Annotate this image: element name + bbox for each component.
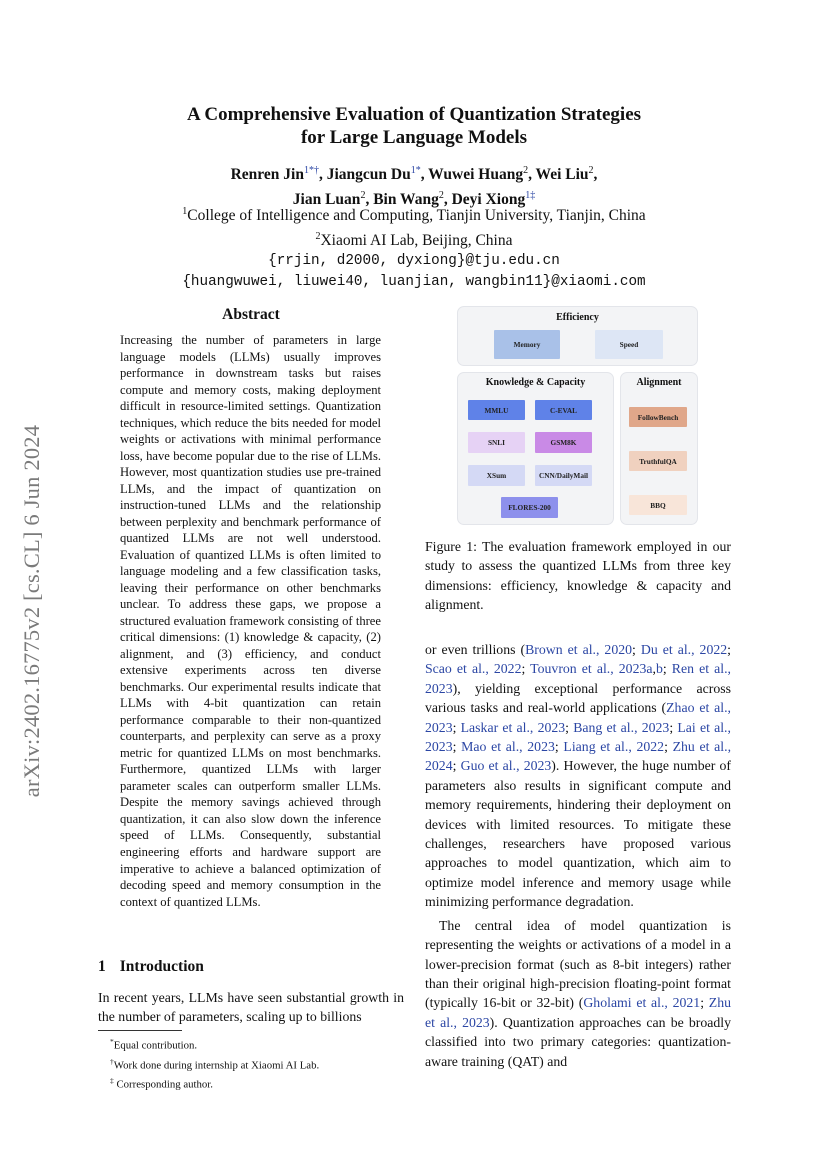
author-mark: 2 <box>360 190 366 202</box>
author-mark: 2 <box>523 165 529 176</box>
citation-link[interactable]: Gholami et al., 2021 <box>583 995 701 1011</box>
citation-link[interactable]: Ren et al., 2023 <box>425 661 731 696</box>
footnote-mark: † <box>110 1056 114 1066</box>
citation-link[interactable]: Guo et al., 2023 <box>460 758 552 774</box>
section-title: Introduction <box>119 958 204 975</box>
text-run: , <box>652 661 656 677</box>
citation-link[interactable]: Liang et al., 2022 <box>563 739 665 755</box>
abstract-body: Increasing the number of parameters in large language models (LLMs) usually improves performance in downstream tasks but raises compute and memory costs, making deployment difficult in resource-limited settings. Quantization techniques, which reduce the bits needed for model weights or activations with minimal performance loss, have become popular due to the rise of LLMs. However, most quantization studies use pre-trained LLMs, and the impact of quantization on instruction-tuned LLMs and the relationship between perplexity and benchmark performance of quantized LLMs are not well understood. Evaluation of quantized LLMs is often limited to language modeling and a few classification tasks, leaving their performance on other benchmarks unclear. To address these gaps, we propose a structured evaluation framework consisting of three critical dimensions: (1) knowledge & capacity, (2) alignment, and (3) efficiency, and conduct extensive experiments across ten diverse benchmarks. Our experimental results indicate that LLMs with 4-bit quantization can retain performance comparable to their non-quantized counterparts, and perplexity can serve as a proxy metric for quantized LLMs on most benchmarks. Furthermore, quantized LLMs with larger parameter scales can outperform smaller LLMs. Despite the memory savings achieved through quantization, it can also slow down the inference speed of LLMs. Consequently, substantial engineering efforts and hardware support are imperative to achieve a balanced optimization of decoding speed and memory consumption in the context of quantized LLMs. <box>120 333 381 909</box>
paragraph-2 <box>425 916 731 1071</box>
knowledge-capacity-title: Knowledge & Capacity <box>485 377 586 388</box>
footnote-text: Corresponding author. <box>113 1078 214 1091</box>
alignment-title: Alignment <box>636 377 682 388</box>
footnote-item <box>110 1054 319 1074</box>
author-mark: 1* <box>410 165 421 176</box>
footnote-item <box>110 1073 319 1093</box>
citation-link[interactable]: Brown et al., 2020 <box>525 642 633 657</box>
intro-paragraph: In recent years, LLMs have seen substantial growth in the number of parameters, scaling up to billions <box>98 990 404 1025</box>
author-name: Jian Luan <box>292 191 361 209</box>
footnote-mark: ‡ <box>110 1076 114 1086</box>
flores-200-box: FLORES-200 <box>501 497 558 518</box>
ceval-box: C-EVAL <box>535 400 592 420</box>
mmlu-box: MMLU <box>468 400 525 420</box>
knowledge-capacity-panel <box>457 372 614 525</box>
speed-box: Speed <box>595 330 663 359</box>
citation-link[interactable]: Lai et al., 2023 <box>425 719 731 755</box>
title-line-2: for Large Language Models <box>300 127 528 148</box>
citation-link[interactable]: Laskar et al., 2023 <box>460 719 566 735</box>
arxiv-id-text: arXiv:2402.16775v2 [cs.CL] 6 Jun 2024 <box>19 424 44 797</box>
xsum-box: XSum <box>468 465 525 486</box>
text-run: ; <box>452 719 461 735</box>
paragraph-1 <box>425 640 731 912</box>
gsm8k-box: GSM8K <box>535 432 592 453</box>
text-run: ; <box>700 995 709 1011</box>
citation-link[interactable]: Zhu et al., 2023 <box>425 995 731 1030</box>
author-name: , Wei Liu <box>528 166 589 184</box>
footnote-item <box>110 1034 319 1054</box>
title-line-1: A Comprehensive Evaluation of Quantization Strategies <box>186 104 642 125</box>
text-run: ). However, the huge number of parameters also results in significant compute and memory requirements, hindering their deployment on devices with limited resources. To mitigate these challenges, researchers have proposed various approaches to model quantization, which aim to optimize model inference and memory usage while minimizing performance degradation. <box>425 758 731 910</box>
text-run: The central idea of model quantization is representing the weights or activations of a model in a lower-precision format (such as 8-bit integers) rather than their original high-precision floating-point format (typically 16-bit or 32-bit) ( <box>425 917 731 1011</box>
author-name: , Wuwei Huang <box>420 166 524 184</box>
citation-link[interactable]: Du et al., 2022 <box>640 642 728 657</box>
author-separator: , <box>593 166 598 184</box>
affiliation-text: Xiaomi AI Lab, Beijing, China <box>320 232 513 250</box>
efficiency-panel <box>457 306 698 366</box>
text-run: ; <box>521 661 531 677</box>
citation-link[interactable]: b <box>655 661 663 677</box>
citation-link[interactable]: Bang et al., 2023 <box>573 719 670 735</box>
footnote-text: Equal contribution. <box>113 1039 198 1052</box>
affiliations <box>0 201 828 293</box>
text-run: ; <box>632 642 641 657</box>
citation-link[interactable]: Scao et al., 2022 <box>425 661 522 677</box>
affiliation-text: College of Intelligence and Computing, Tianjin University, Tianjin, China <box>187 207 646 225</box>
text-run: ; <box>565 719 574 735</box>
author-name: , Deyi Xiong <box>443 191 526 209</box>
footnote-rule <box>98 1030 182 1031</box>
figure-1-caption: Figure 1: The evaluation framework employed in our study to assess the quantized LLMs from three key dimensions: efficiency, knowledge & capacity and alignment. <box>425 539 731 613</box>
text-run: ; <box>662 661 672 677</box>
section-number: 1 <box>98 958 106 975</box>
citation-link[interactable]: Zhu et al., 2024 <box>425 739 732 774</box>
author-mark: 1‡ <box>525 190 536 202</box>
truthfulqa-box: TruthfulQA <box>629 451 687 471</box>
footnote-text: Work done during internship at Xiaomi AI Lab. <box>113 1059 320 1072</box>
figure-1-diagram <box>457 306 698 524</box>
citation-link[interactable]: Zhao et al., 2023 <box>425 700 731 735</box>
affiliation-mark: 1 <box>182 206 188 217</box>
email-tju: {rrjin, d2000, dyxiong}@tju.edu.cn <box>268 253 560 270</box>
snli-box: SNLI <box>468 432 525 453</box>
citation-link[interactable]: Touvron et al., 2023a <box>530 661 653 677</box>
section-heading <box>98 958 204 976</box>
followbench-box: FollowBench <box>629 407 687 427</box>
text-run: ; <box>554 739 564 755</box>
text-run: ; <box>452 739 462 755</box>
author-line-1 <box>0 160 828 185</box>
author-name: , Jiangcun Du <box>318 166 411 184</box>
text-run: ; <box>452 758 461 774</box>
text-run: ; <box>669 719 678 735</box>
citation-link[interactable]: Mao et al., 2023 <box>461 739 555 755</box>
email-xiaomi: {huangwuwei, liuwei40, luanjian, wangbin11}@xiaomi.com <box>182 274 646 291</box>
author-name: Renren Jin <box>230 166 304 184</box>
arxiv-identifier-stamp <box>19 383 44 838</box>
text-run: ), yielding exceptional performance across various tasks and real-world applications ( <box>425 680 731 716</box>
efficiency-title: Efficiency <box>556 312 599 323</box>
memory-box: Memory <box>494 330 560 359</box>
footnotes <box>110 1034 319 1093</box>
affiliation-1 <box>0 201 828 226</box>
text-run: ; <box>664 739 673 755</box>
paper-title <box>0 103 828 149</box>
author-name: , Bin Wang <box>365 191 439 209</box>
cnn-dailymail-box: CNN/DailyMail <box>535 465 592 486</box>
author-mark: 1*† <box>303 165 319 176</box>
alignment-panel <box>620 372 698 525</box>
affiliation-mark: 2 <box>315 231 321 243</box>
affiliation-2 <box>0 226 828 251</box>
abstract-heading: Abstract <box>222 306 280 323</box>
author-mark: 2 <box>438 190 444 202</box>
text-run: ; <box>727 642 731 657</box>
text-run: or even trillions ( <box>425 642 526 657</box>
bbq-box: BBQ <box>629 495 687 515</box>
footnote-mark: * <box>110 1037 114 1046</box>
right-column-text <box>425 640 731 1071</box>
author-mark: 2 <box>588 165 594 176</box>
text-run: ). Quantization approaches can be broadly classified into two primary categories: quantization-aware training (QAT) and <box>425 1014 731 1069</box>
